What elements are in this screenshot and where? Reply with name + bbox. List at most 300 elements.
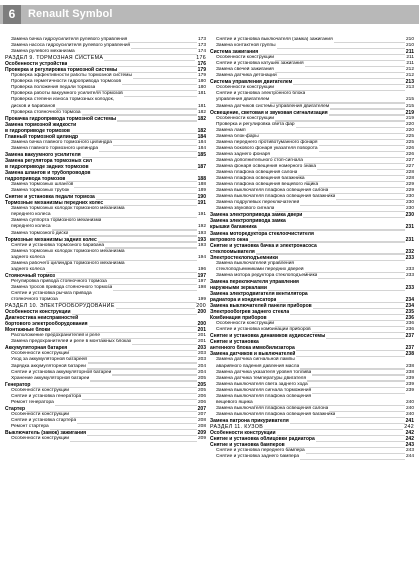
toc-entry-title: Система управления двигателем	[210, 79, 293, 86]
dot-leader	[66, 177, 196, 182]
toc-entry-title: Замена тормозной жидкости	[5, 121, 77, 128]
dot-leader	[96, 195, 197, 200]
dot-leader	[278, 75, 405, 80]
toc-page-number: 231	[405, 236, 414, 243]
toc-entry-title: Особенности конструкции	[210, 430, 276, 437]
toc-page-number: 181	[197, 103, 206, 109]
toc-page-number: 187	[197, 163, 206, 170]
toc-page-number: 238	[405, 363, 414, 369]
dot-leader	[113, 141, 197, 146]
toc-entry-title: Снятие и установка тормозного барабана	[11, 242, 105, 248]
toc-entry-title: Замена заднего фонаря	[216, 151, 270, 157]
dot-leader	[296, 123, 405, 128]
toc-entry-title: Замена выключателя плафона освещения багажника	[216, 194, 336, 200]
toc-page-number: 231	[405, 224, 414, 231]
toc-page-number: 229	[405, 182, 414, 188]
toc-column-right	[210, 37, 414, 460]
toc-entry-title: Генератор	[5, 381, 31, 388]
toc-page-number: 234	[405, 297, 414, 304]
dot-leader	[319, 147, 405, 152]
toc-entry-title: Замена тормозных колодок тормозного механизма	[11, 206, 125, 212]
toc-page-number: 180	[197, 85, 206, 91]
toc-page-number: 210	[405, 43, 414, 49]
toc-entry-title: РАЗДЕЛ 9. ТОРМОЗНАЯ СИСТЕМА	[5, 55, 104, 62]
toc-page-number: 194	[197, 254, 206, 260]
toc-page-number: 191	[197, 212, 206, 218]
toc-entry-title: ветрового окна	[210, 236, 249, 243]
toc-entry-title: Снятие и установка электронного блока	[216, 91, 306, 97]
dot-leader	[128, 38, 197, 43]
dot-leader	[293, 81, 404, 86]
dot-leader	[52, 226, 197, 231]
toc-page-number: 211	[406, 61, 414, 67]
toc-entry-title: Замена главного тормозного цилиндра	[11, 145, 99, 151]
toc-page-number: 204	[197, 369, 206, 375]
toc-page-number: 200	[197, 309, 206, 316]
toc-page-number: 206	[197, 399, 206, 405]
toc-page-number: 228	[405, 170, 414, 176]
toc-page-number: 205	[197, 381, 206, 388]
toc-entry-title: Замена рабочего цилиндра тормозного механизма	[11, 260, 125, 266]
dot-leader	[334, 38, 405, 43]
toc-page-number: 174	[197, 49, 206, 55]
toc-entry-title: РАЗДЕЛ 10. ЭЛЕКТРООБОРУДОВАНИЕ	[5, 303, 115, 310]
dot-leader	[312, 389, 405, 394]
toc-page-number: 173	[197, 37, 206, 42]
toc-page-number: 243	[405, 448, 414, 454]
toc-page-number: 184	[197, 145, 206, 151]
toc-entry-title: управления двигателем	[216, 97, 270, 103]
dot-leader	[298, 171, 405, 176]
toc-page-number: 212	[405, 73, 414, 79]
toc-entry-title: Главный тормозной цилиндр	[5, 133, 79, 140]
toc-page-number: 232	[405, 248, 414, 255]
toc-page-number: 226	[405, 145, 414, 151]
toc-entry-title: Система зажигания	[210, 49, 259, 56]
toc-page-number: 211	[405, 49, 414, 56]
dot-leader	[306, 177, 405, 182]
toc-page-number: 236	[405, 315, 414, 322]
toc-page-number: 242	[405, 430, 414, 437]
toc-page-number: 227	[405, 163, 414, 169]
toc-page-number: 236	[405, 327, 414, 333]
toc-page-number: 242	[405, 436, 414, 443]
toc-page-number: 208	[197, 424, 206, 429]
toc-entry-title: Замена электропривода замка двери	[210, 212, 303, 219]
toc-entry-title: антенного блока иммобилизатора	[210, 345, 295, 352]
toc-page-number: 237	[405, 333, 414, 340]
dot-leader	[122, 81, 197, 86]
toc-page-number: 190	[197, 194, 206, 201]
toc-entry-title: Замена выключателя плафона освещения	[216, 393, 312, 399]
dot-leader	[133, 75, 197, 80]
dot-leader	[71, 129, 197, 134]
toc-entry-title: Замена плафона освещения багажника	[216, 176, 305, 182]
toc-page-number: 220	[405, 121, 414, 127]
toc-page-number: 188	[197, 176, 206, 183]
toc-page-number: 203	[197, 357, 206, 363]
dot-leader	[329, 407, 405, 412]
dot-leader	[319, 141, 405, 146]
toc-entry-title: Замена датчика детонации	[216, 73, 277, 79]
toc-entry-title: Стартер	[5, 405, 26, 412]
toc-entry-title: Особенности конструкции	[216, 321, 275, 327]
toc-entry-title: крышки багажника	[210, 224, 257, 231]
toc-column-left	[5, 37, 206, 442]
toc-entry-title: дисков и барабанов	[11, 103, 56, 109]
dot-leader	[268, 316, 405, 321]
toc-entry-title: вещевого ящика	[216, 399, 253, 405]
toc-entry-title: Снятие и установка выключателя (замка) зажигания	[216, 37, 333, 42]
dot-leader	[70, 353, 197, 358]
toc-entry-title: заднего колеса	[11, 254, 45, 260]
toc-entry-title: Замена выключателя плафона освещения багажника	[216, 411, 336, 417]
dot-leader	[131, 44, 197, 49]
toc-page-number: 206	[197, 393, 206, 399]
toc-page-number: 209	[197, 436, 206, 442]
toc-entry-title: Замена подрулевых переключателей	[216, 200, 300, 206]
toc-entry-title: Особенности конструкции	[11, 411, 70, 417]
toc-page-number: 239	[405, 387, 414, 393]
toc-page-number: 182	[197, 127, 206, 134]
toc-entry-title: Замена насоса гидроусилителя рулевого управления	[11, 43, 131, 49]
dot-leader	[336, 413, 405, 418]
toc-entry-title: Замена электропривода замка	[210, 218, 286, 225]
toc-entry-title: Замена бокового фонаря указателя поворота	[216, 145, 318, 151]
toc-entry-title: Электрообогрев заднего стекла	[210, 309, 290, 316]
dot-leader	[313, 304, 405, 309]
toc-page-number: 184	[197, 133, 206, 140]
toc-page-number: 193	[197, 236, 206, 243]
dot-leader	[90, 377, 197, 382]
toc-page-number: 215	[405, 97, 414, 103]
dot-leader	[87, 431, 197, 436]
dot-leader	[300, 202, 405, 207]
toc-entry-title: Снятие и установка облицовки радиатора	[210, 436, 315, 443]
toc-entry-title: Замена вакуумного усилителя	[5, 151, 81, 158]
toc-page-number: 240	[405, 405, 414, 411]
toc-page-number: 176	[196, 55, 206, 62]
toc-entry-title: Замена регулятора тормозных сил	[5, 157, 92, 164]
toc-entry-title: Проверка и регулировка света фар	[216, 121, 295, 127]
toc-page-number: 205	[197, 387, 206, 393]
dot-leader	[307, 377, 405, 382]
toc-entry-title: Снятие и установка рычага привода	[11, 290, 92, 296]
toc-page-number: 203	[197, 351, 206, 357]
toc-page-number: 228	[405, 176, 414, 182]
toc-entry-title: Снятие и установка динамиков аудиосистемы	[210, 333, 326, 340]
dot-leader	[275, 68, 405, 73]
toc-page-number: 227	[405, 157, 414, 163]
dot-leader	[300, 365, 405, 370]
toc-entry-title: Проверка герметичности гидропривода тормозов	[11, 79, 122, 85]
dot-leader	[117, 117, 196, 122]
toc-entry-title: Монтажные блоки	[5, 327, 51, 334]
toc-entry-title: Снятие и установка заднего бампера	[216, 454, 300, 460]
toc-page-number: 189	[197, 188, 206, 194]
toc-entry-title: Особенности конструкции	[11, 351, 70, 357]
toc-entry-title: Замена тросов привода стояночного тормоза	[11, 284, 113, 290]
toc-entry-title: РАЗДЕЛ 11. КУЗОВ	[210, 424, 264, 430]
toc-entry-title: Особенности конструкции	[216, 85, 275, 91]
toc-entry-title: Замена датчика температуры двигателя	[216, 375, 307, 381]
toc-page-number: 207	[197, 405, 206, 412]
toc-entry-title: Замена бачка главного тормозного цилиндра	[11, 139, 112, 145]
toc-page-number: 213	[405, 79, 414, 86]
toc-page-number: 230	[405, 194, 414, 200]
toc-entry-title: Прокачка гидропривода тормозной системы	[5, 115, 117, 122]
toc-entry-title: наружными зеркалами	[210, 284, 267, 291]
toc-page-number: 239	[405, 381, 414, 387]
toc-page-number: 200	[197, 321, 206, 328]
toc-entry-title: Снятие и установка	[210, 339, 259, 346]
toc-entry-title: Снятие и установка бамперов	[210, 442, 285, 449]
dot-leader	[77, 419, 197, 424]
toc-page-number: 238	[405, 351, 414, 358]
toc-page-number: 234	[405, 303, 414, 310]
toc-entry-title: Замена тормозных трубок	[11, 188, 70, 194]
dot-leader	[99, 147, 197, 152]
dot-leader	[112, 371, 197, 376]
toc-page-number: 243	[405, 442, 414, 449]
toc-entry-title: Замена датчика сигнальной лампы	[216, 357, 295, 363]
dot-leader	[70, 413, 197, 418]
book-title: Renault Symbol	[28, 8, 113, 20]
toc-page-number: 179	[197, 73, 206, 79]
toc-entry-title: Замена контактной группы	[216, 43, 276, 49]
dot-leader	[89, 322, 197, 327]
toc-page-number: 237	[405, 345, 414, 352]
toc-page-number: 204	[197, 363, 206, 369]
toc-entry-title: Ремонт генератора	[11, 399, 54, 405]
toc-entry-title: Замена плафона освещения салона	[216, 170, 298, 176]
dot-leader	[306, 449, 405, 454]
toc-entry-title: переднего колеса	[11, 212, 51, 218]
toc-page-number: 240	[405, 399, 414, 405]
dot-leader	[104, 56, 195, 61]
toc-entry-title: гидропривода тормозов	[5, 176, 66, 183]
toc-entry-title: Замена тормозного диска	[11, 230, 69, 236]
toc-entry-title: Снятие и установка аккумуляторной батареи	[11, 369, 112, 375]
toc-entry-title: Замена предохранителей и реле в монтажных блоках	[11, 339, 132, 345]
dot-leader	[336, 195, 405, 200]
dot-leader	[70, 389, 197, 394]
page-number: 6	[3, 5, 21, 24]
dot-leader	[317, 165, 405, 170]
dot-leader	[330, 105, 405, 110]
toc-entry-title: радиатора и конденсатора	[210, 297, 277, 304]
toc-entry-title: стеклоомывателя	[210, 248, 255, 255]
toc-entry-title: Замена тормозных колодок тормозного механизма	[11, 248, 125, 254]
toc-subentry	[5, 436, 206, 442]
dot-leader	[329, 111, 405, 116]
dot-leader	[82, 395, 197, 400]
toc-page-number: 211	[406, 55, 414, 61]
toc-page-number: 209	[197, 430, 206, 437]
dot-leader	[326, 335, 404, 340]
dot-leader	[309, 383, 405, 388]
toc-entry-title: Тормозные механизмы задних колес	[5, 236, 97, 243]
toc-entry-title: Замена ламп	[216, 127, 246, 133]
toc-entry-title: Замена выключателей управления	[216, 260, 294, 266]
toc-entry-title: Особенности конструкции	[11, 387, 70, 393]
toc-entry-title: Замена тормозных шлангов	[11, 182, 74, 188]
toc-page-number: 179	[197, 67, 206, 74]
toc-page-number: 192	[197, 224, 206, 230]
dot-leader	[113, 286, 197, 291]
toc-page-number: 233	[405, 254, 414, 261]
toc-entry-title: Замена шлангов и трубопроводов	[5, 170, 91, 177]
dot-leader	[316, 437, 405, 442]
toc-page-number: 185	[197, 151, 206, 158]
toc-page-number: 213	[405, 85, 414, 91]
toc-entry-title: Ремонт стартера	[11, 424, 49, 429]
dot-leader	[108, 280, 197, 285]
toc-entry-title: Проверка положения педали тормоза	[11, 85, 96, 91]
dot-leader	[55, 401, 197, 406]
toc-page-number: 219	[405, 115, 414, 121]
toc-entry-title: стеклоподъемниками передних дверей	[216, 266, 304, 272]
dot-leader	[312, 371, 405, 376]
toc-page-number: 197	[197, 278, 206, 284]
page-header	[0, 0, 419, 25]
dot-leader	[305, 62, 406, 67]
toc-page-number: 236	[405, 321, 414, 327]
toc-entry-title: Освещение, световая и звуковая сигнализация	[210, 109, 328, 116]
toc-page-number: 205	[197, 375, 206, 381]
toc-entry-title: Замена бачка гидроусилителя рулевого управления	[11, 37, 128, 42]
toc-entry-title: Снятие и установка комбинации приборов	[216, 327, 311, 333]
toc-page-number: 208	[197, 417, 206, 423]
toc-entry-title: Хранение аккумуляторной батареи	[11, 375, 90, 381]
dot-leader	[279, 256, 405, 261]
toc-entry-title: Комбинация приборов	[210, 315, 267, 322]
toc-entry-title: Проверка эффективности работы тормозной системы	[11, 73, 132, 79]
toc-entry-title: Снятие и установка педали тормоза	[5, 194, 95, 201]
toc-entry-title: Замена свечей зажигания	[216, 67, 274, 73]
dot-leader	[256, 250, 405, 255]
toc-page-number: 229	[405, 188, 414, 194]
toc-entry-title: Замена патрона прикуривателя	[210, 417, 289, 424]
toc-entry-title: Замена суппорта тормозного механизма	[11, 218, 102, 224]
toc-entry-title: Замена мотора редуктора стеклоподъемника	[216, 272, 318, 278]
toc-entry-title: Особенности устройства	[5, 61, 68, 68]
dot-leader	[300, 455, 405, 460]
toc-entry-title: Снятие и установка катушек зажигания	[216, 61, 304, 67]
dot-leader	[312, 329, 405, 334]
toc-entry-title: аварийного падения давления масла	[216, 363, 300, 369]
toc-page-number: 193	[197, 242, 206, 248]
dot-leader	[132, 341, 197, 346]
toc-page-number: 230	[405, 200, 414, 206]
toc-entry-title: в гидроприводе задних тормозов	[5, 163, 89, 170]
toc-page-number: 225	[405, 139, 414, 145]
dot-leader	[305, 268, 405, 273]
toc-entry-title: Особенности конструкции	[216, 115, 275, 121]
dot-leader	[74, 183, 197, 188]
dot-leader	[90, 165, 197, 170]
toc-entry-title: Зарядка аккумуляторной батареи	[11, 363, 86, 369]
toc-page-number: 176	[197, 61, 206, 68]
dot-leader	[290, 419, 405, 424]
toc-page-number: 201	[197, 333, 206, 339]
toc-entry-title: Замена рулевого механизма	[11, 49, 75, 55]
dot-leader	[277, 44, 405, 49]
toc-entry-title: Замена переключателя управления	[210, 278, 299, 285]
toc-entry-title: Проверка степени износа тормозных колодок,	[11, 97, 114, 103]
toc-page-number: 199	[197, 297, 206, 303]
toc-page-number: 201	[197, 327, 206, 334]
toc-entry-title: Замена выключателя света заднего хода	[216, 381, 308, 387]
toc-entry-title: Замена моторедуктора стеклоочистителя	[210, 230, 314, 237]
toc-page-number: 233	[405, 272, 414, 278]
toc-entry-title: Замена выключателей панели приборов	[210, 303, 312, 310]
toc-entry-title: Замена выключателя плафона освещения салона	[216, 188, 329, 194]
toc-entry-title: Проверка и регулировка тормозной системы	[5, 67, 118, 74]
toc-page-number: 235	[405, 309, 414, 316]
toc-subentry	[210, 454, 414, 460]
toc-entry-title: Замена выключателя плафона освещения салона	[216, 405, 329, 411]
dot-leader	[259, 50, 405, 55]
dot-leader	[70, 437, 197, 442]
toc-page-number: 215	[405, 103, 414, 109]
toc-entry-title: Расположение предохранителей и реле	[11, 333, 101, 339]
toc-entry-title: переднего колеса	[11, 224, 51, 230]
toc-page-number: 239	[405, 375, 414, 381]
dot-leader	[98, 238, 197, 243]
toc-page-number: 244	[405, 454, 414, 460]
dot-leader	[319, 183, 405, 188]
dot-leader	[82, 153, 197, 158]
toc-subentry	[5, 376, 206, 382]
dot-leader	[46, 268, 197, 273]
toc-page-number: 240	[405, 411, 414, 417]
toc-entry-title: Электростеклоподъемники	[210, 254, 278, 261]
dot-leader	[296, 347, 405, 352]
toc-entry-title: Снятие и установка генератора	[11, 393, 82, 399]
toc-entry-title: Диагностика неисправностей	[5, 315, 79, 322]
toc-entry-title: Замена датчиков системы управления двигателем	[216, 103, 330, 109]
toc-entry-title: Особенности конструкции	[5, 309, 71, 316]
toc-page-number: 196	[197, 266, 206, 272]
toc-entry-title: Особенности конструкции	[11, 436, 70, 442]
toc-entry-title: Тормозные механизмы передних колес	[5, 200, 104, 207]
toc-entry-title: в гидроприводе тормозов	[5, 127, 70, 134]
toc-entry-title: Замена переднего противотуманного фонаря	[216, 139, 318, 145]
dot-leader	[116, 304, 196, 309]
toc-entry-title: стояночного тормоза	[11, 297, 58, 303]
toc-page-number: 198	[197, 284, 206, 290]
toc-page-number: 191	[197, 200, 206, 207]
toc-page-number: 241	[405, 417, 414, 424]
toc-entry-title: Выключатель (замок) зажигания	[5, 430, 87, 437]
toc-page-number: 180	[197, 79, 206, 85]
toc-entry-title: Стояночный тормоз	[5, 272, 56, 279]
toc-page-number: 181	[197, 91, 206, 97]
toc-page-number: 219	[405, 109, 414, 116]
toc-entry-title: Проверка работы вакуумного усилителя тормозов	[11, 91, 123, 97]
toc-entry-title: Проверка стояночного тормоза	[11, 109, 81, 115]
toc-page-number: 201	[197, 339, 206, 345]
toc-page-number: 193	[197, 230, 206, 236]
toc-page-number: 197	[197, 272, 206, 279]
toc-page-number: 200	[196, 303, 206, 310]
dot-leader	[296, 353, 404, 358]
toc-page-number: 184	[197, 139, 206, 145]
toc-page-number: 182	[197, 109, 206, 115]
toc-page-number: 230	[405, 212, 414, 219]
toc-page-number: 230	[405, 206, 414, 212]
